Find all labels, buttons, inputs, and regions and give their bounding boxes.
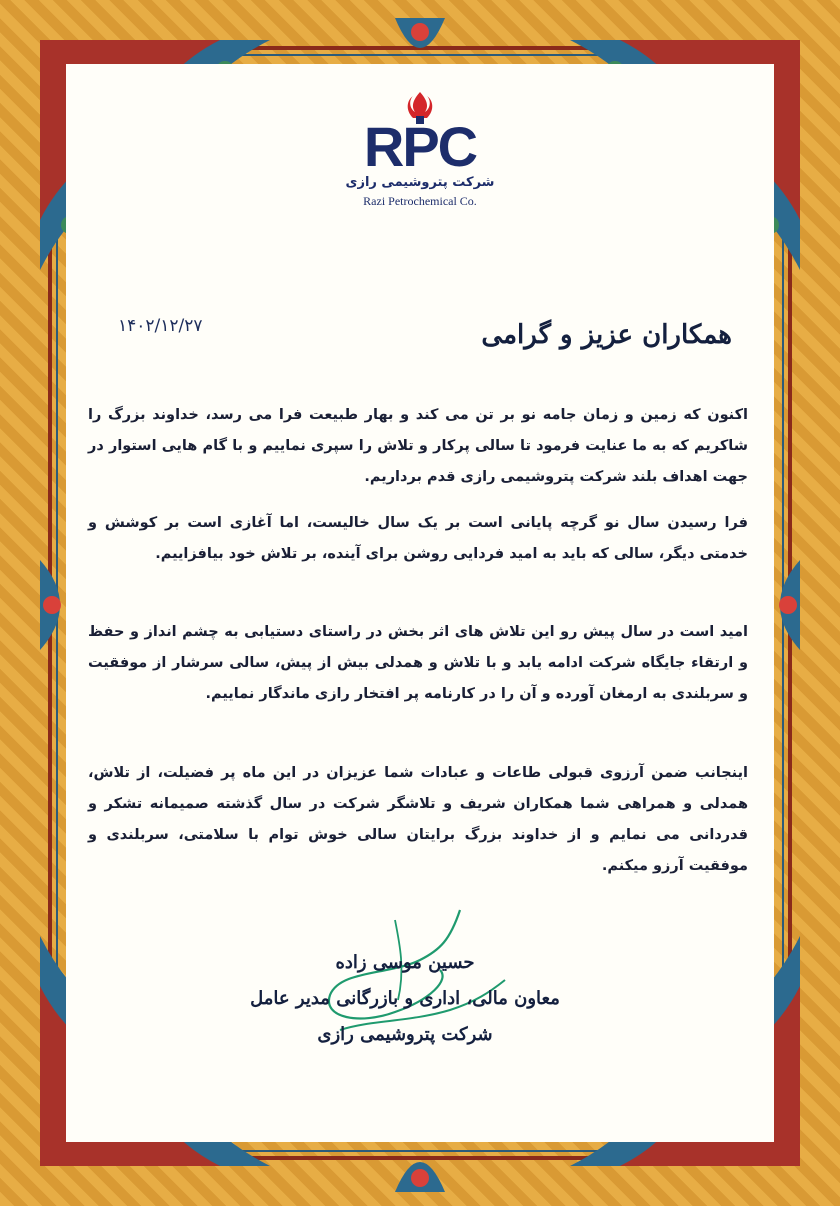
paragraph-1: اکنون که زمین و زمان جامه نو بر تن می کند و بهار طبیعت فرا می رسد، خداوند بزرگ را شاکریم که به ما عنایت فرمود تا سالی پرکار و تلاش را سپری نماییم و با گام هایی استوار در جهت اهداف بلند شرکت پتروشیمی رازی قدم برداریم. bbox=[88, 407, 748, 485]
signatory-title: معاون مالی، اداری و بازرگانی مدیر عامل bbox=[250, 988, 560, 1009]
side-medallion-left bbox=[40, 560, 80, 650]
company-name-fa: شرکت پتروشیمی رازی bbox=[345, 175, 495, 190]
company-name-en: Razi Petrochemical Co. bbox=[363, 194, 477, 208]
paragraph-2: فرا رسیدن سال نو گرچه پایانی است بر یک سال خالیست، اما آغازی است بر کوشش و خدمتی دیگر، سالی که باید به امید فردایی روشن برای آینده، بر تلاش خود بیافزاییم. bbox=[88, 515, 748, 562]
signatory-company: شرکت پتروشیمی رازی bbox=[317, 1024, 493, 1045]
paragraph-4: اینجانب ضمن آرزوی قبولی طاعات و عبادات شما عزیزان در این ماه پر فضیلت، از تلاش، همدلی و همراهی شما همکاران شریف و تلاشگر شرکت در سال گذشته صمیمانه تشکر و قدردانی می نمایم و از خداوند بزرگ برایتان سالی خوش توام با سلامتی، سربلندی و موفقیت آرزو میکنم. bbox=[88, 765, 748, 874]
signature-block bbox=[250, 945, 560, 1053]
company-logo bbox=[345, 90, 495, 220]
signatory-name: حسین موسی زاده bbox=[335, 952, 475, 973]
letter-date: ۱۴۰۲/۱۲/۲۷ bbox=[118, 316, 203, 336]
logo-wordmark: RPC bbox=[363, 115, 477, 178]
paragraph-3: امید است در سال پیش رو این تلاش های اثر بخش در راستای دستیابی به چشم انداز و حفظ و ارتقاء جایگاه شرکت ادامه یابد و با تلاش و همدلی بیش از پیش، سالی سرشار از موفقیت و سربلندی به ارمغان آورده و آن را در کارنامه پر افتخار رازی ماندگار نماییم. bbox=[88, 624, 748, 702]
greeting-heading: همکاران عزیز و گرامی bbox=[481, 320, 732, 350]
bottom-medallion bbox=[395, 1146, 445, 1192]
side-medallion-right bbox=[760, 560, 800, 650]
top-medallion bbox=[395, 18, 445, 64]
